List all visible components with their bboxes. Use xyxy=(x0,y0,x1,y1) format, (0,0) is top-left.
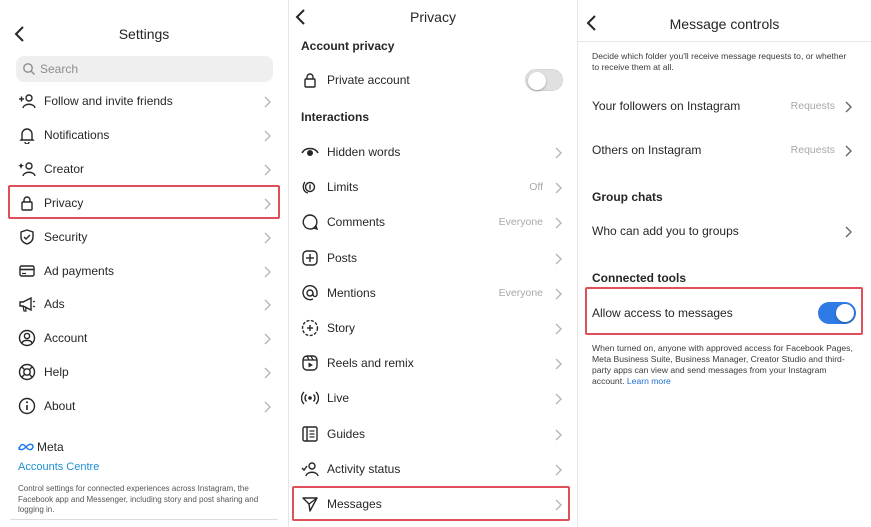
chevron-right-icon xyxy=(553,428,563,440)
chevron-right-icon xyxy=(553,146,563,158)
chevron-right-icon xyxy=(262,265,272,277)
groups-row[interactable] xyxy=(578,214,871,248)
search-input[interactable] xyxy=(40,62,260,76)
chevron-right-icon xyxy=(553,287,563,299)
sidebar-item-security[interactable] xyxy=(0,220,288,254)
followers-value: Requests xyxy=(790,100,835,112)
allow-access-label: Allow access to messages xyxy=(592,306,733,320)
sidebar-item-account[interactable] xyxy=(0,321,288,355)
privacy-item-limits[interactable] xyxy=(289,170,577,204)
chevron-right-icon xyxy=(553,216,563,228)
access-note: When turned on, anyone with approved access for Facebook Pages, Meta Business Suite, Business Manager, Creator Studio and third-party apps can view and send messages from your Instagram account. Learn more xyxy=(592,343,853,386)
chevron-right-icon xyxy=(262,95,272,107)
section-interactions: Interactions xyxy=(301,110,370,124)
followers-row[interactable] xyxy=(578,89,871,123)
privacy-item-messages[interactable] xyxy=(289,487,577,521)
lock-icon xyxy=(18,194,36,212)
sidebar-item-label: About xyxy=(44,399,76,414)
allow-access-toggle[interactable] xyxy=(818,302,856,324)
chevron-right-icon xyxy=(843,225,853,237)
account-icon xyxy=(18,329,36,347)
groups-label: Who can add you to groups xyxy=(592,224,739,238)
sidebar-item-creator[interactable] xyxy=(0,152,288,186)
footer-note: Control settings for connected experiences across Instagram, the Facebook app and Messenger, including story and post sharing and logging in. xyxy=(18,484,259,514)
privacy-item-comments[interactable] xyxy=(289,205,577,239)
guides-icon xyxy=(301,425,319,443)
chevron-right-icon xyxy=(553,181,563,193)
sidebar-item-label: Notifications xyxy=(44,127,110,142)
sidebar-item-help[interactable] xyxy=(0,355,288,389)
eye-icon xyxy=(301,143,319,161)
sidebar-item-follow-and-invite-friends[interactable] xyxy=(0,84,288,118)
sidebar-item-label: Ads xyxy=(44,297,65,312)
privacy-item-label: Posts xyxy=(327,250,358,265)
chevron-right-icon xyxy=(553,357,563,369)
chevron-right-icon xyxy=(553,392,563,404)
chevron-right-icon xyxy=(262,298,272,310)
followers-label: Your followers on Instagram xyxy=(592,99,741,113)
privacy-item-value: Off xyxy=(529,181,543,194)
send-icon xyxy=(301,495,319,513)
page-title: Message controls xyxy=(669,16,780,32)
intro-text: Decide which folder you'll receive message requests to, or whether to receive them at all. xyxy=(592,51,847,72)
chevron-right-icon xyxy=(553,252,563,264)
section-account-privacy: Account privacy xyxy=(301,39,395,53)
page-title: Settings xyxy=(118,26,170,42)
privacy-item-value: Everyone xyxy=(498,286,543,299)
header-divider xyxy=(578,41,871,42)
page-title: Privacy xyxy=(410,9,456,25)
chevron-right-icon xyxy=(553,498,563,510)
private-account-toggle[interactable] xyxy=(525,69,563,91)
meta-logo: Meta xyxy=(18,440,64,454)
chevron-right-icon xyxy=(553,322,563,334)
others-row[interactable] xyxy=(578,133,871,167)
sidebar-item-ads[interactable] xyxy=(0,287,288,321)
sidebar-item-notifications[interactable] xyxy=(0,118,288,152)
activity-icon xyxy=(301,460,319,478)
chevron-right-icon xyxy=(262,197,272,209)
add-person-icon xyxy=(18,92,36,110)
privacy-item-guides[interactable] xyxy=(289,417,577,451)
message-controls-panel xyxy=(578,0,871,527)
privacy-item-label: Comments xyxy=(327,215,386,230)
private-account-label: Private account xyxy=(327,73,410,87)
privacy-panel xyxy=(289,0,577,527)
story-icon xyxy=(301,319,319,337)
privacy-item-label: Guides xyxy=(327,426,366,441)
privacy-item-label: Messages xyxy=(327,497,382,511)
learn-more-link[interactable]: Learn more xyxy=(626,376,671,386)
lock-icon xyxy=(301,71,319,89)
chevron-right-icon xyxy=(843,144,853,156)
privacy-item-mentions[interactable] xyxy=(289,276,577,310)
chevron-right-icon xyxy=(262,163,272,175)
section-connected-tools: Connected tools xyxy=(592,271,687,285)
chevron-right-icon xyxy=(843,100,853,112)
chevron-right-icon xyxy=(262,400,272,412)
privacy-item-reels-and-remix[interactable] xyxy=(289,346,577,380)
accounts-centre-link[interactable]: Accounts Centre xyxy=(18,461,100,473)
privacy-item-activity-status[interactable] xyxy=(289,452,577,486)
privacy-item-label: Hidden words xyxy=(327,145,401,159)
info-icon xyxy=(18,397,36,415)
meta-icon xyxy=(18,442,34,452)
privacy-item-label: Activity status xyxy=(327,461,401,476)
privacy-item-hidden-words[interactable] xyxy=(289,135,577,169)
sidebar-item-about[interactable] xyxy=(0,389,288,423)
chevron-right-icon xyxy=(262,231,272,243)
bell-icon xyxy=(18,126,36,144)
privacy-item-live[interactable] xyxy=(289,381,577,415)
footer-divider xyxy=(10,519,278,520)
others-label: Others on Instagram xyxy=(592,143,702,157)
search-icon xyxy=(22,62,36,76)
settings-panel xyxy=(0,0,288,527)
reels-icon xyxy=(301,354,319,372)
privacy-item-label: Story xyxy=(327,321,356,335)
sidebar-item-label: Security xyxy=(44,229,88,244)
sidebar-item-label: Account xyxy=(44,331,88,346)
sidebar-item-label: Follow and invite friends xyxy=(44,94,173,108)
sidebar-item-privacy[interactable] xyxy=(0,186,288,220)
privacy-item-label: Live xyxy=(327,391,350,406)
sidebar-item-label: Ad payments xyxy=(44,263,115,278)
shield-icon xyxy=(18,228,36,246)
allow-access-row[interactable] xyxy=(578,296,871,330)
private-account-row[interactable] xyxy=(289,63,577,97)
privacy-item-label: Limits xyxy=(327,180,359,195)
chevron-right-icon xyxy=(262,366,272,378)
sidebar-item-label: Privacy xyxy=(44,195,84,210)
privacy-item-label: Mentions xyxy=(327,285,376,300)
chevron-right-icon xyxy=(262,332,272,344)
sidebar-item-label: Help xyxy=(44,365,69,380)
sidebar-item-label: Creator xyxy=(44,161,85,176)
search-bar[interactable] xyxy=(16,56,273,82)
comment-icon xyxy=(301,213,319,231)
chevron-right-icon xyxy=(262,129,272,141)
privacy-item-value: Everyone xyxy=(498,216,543,229)
privacy-item-label: Reels and remix xyxy=(327,356,414,371)
limits-icon xyxy=(301,178,319,196)
section-group-chats: Group chats xyxy=(592,190,663,204)
others-value: Requests xyxy=(790,144,835,156)
at-icon xyxy=(301,284,319,302)
sidebar-item-ad-payments[interactable] xyxy=(0,254,288,288)
privacy-item-story[interactable] xyxy=(289,311,577,345)
live-icon xyxy=(301,389,319,407)
plus-square-icon xyxy=(301,249,319,267)
lifebuoy-icon xyxy=(18,363,36,381)
privacy-item-posts[interactable] xyxy=(289,241,577,275)
creator-icon xyxy=(18,160,36,178)
megaphone-icon xyxy=(18,295,36,313)
chevron-right-icon xyxy=(553,463,563,475)
card-icon xyxy=(18,262,36,280)
